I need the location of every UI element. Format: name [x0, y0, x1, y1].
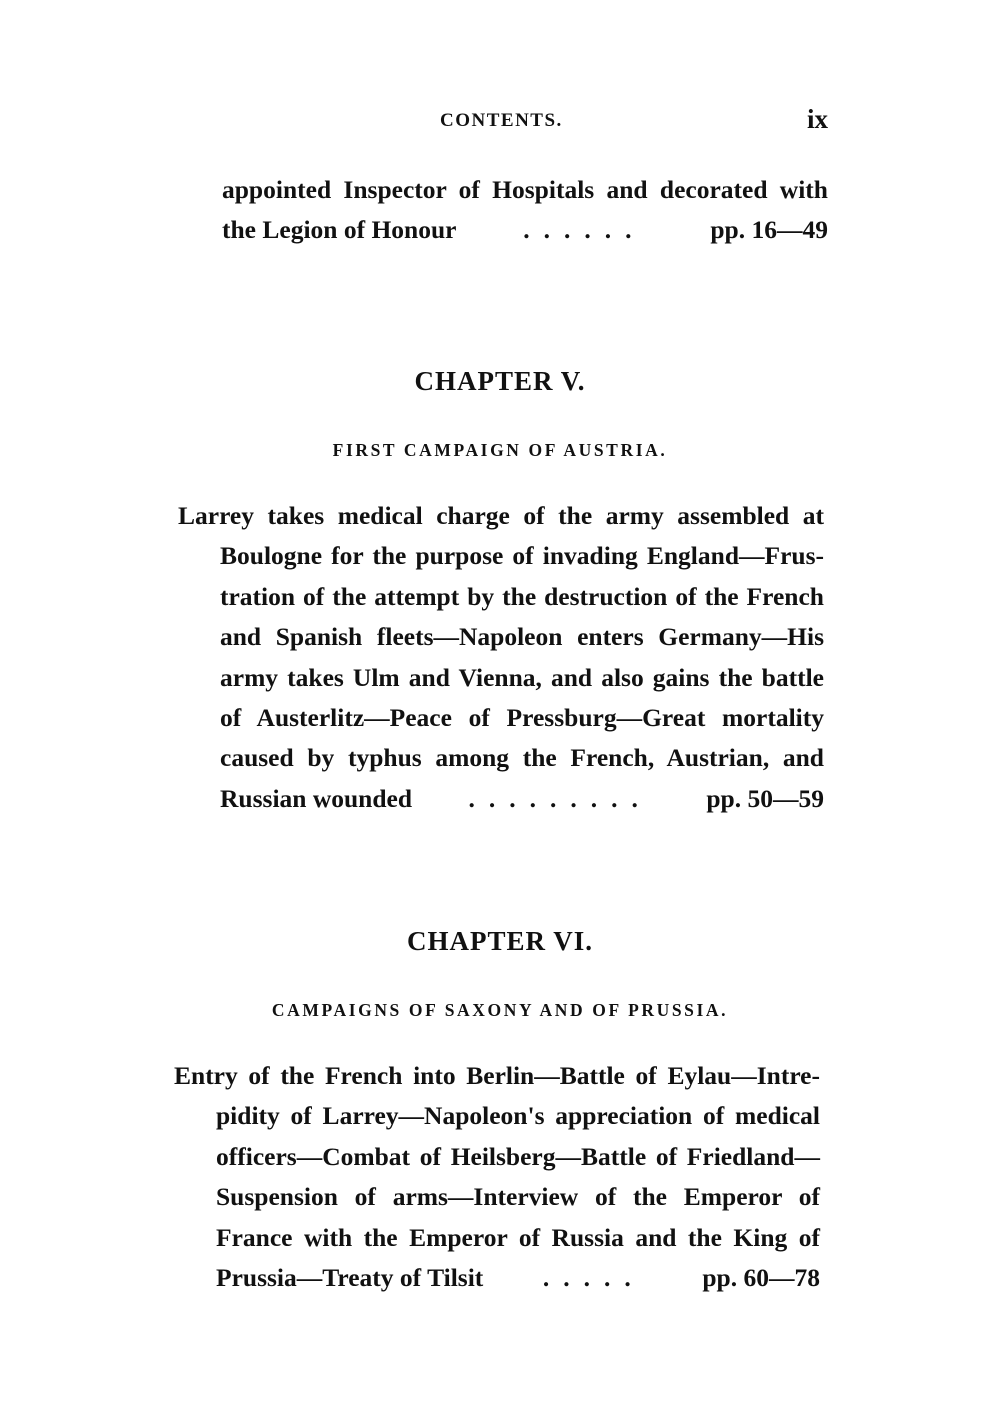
running-title: CONTENTS.: [440, 110, 563, 131]
chapter-heading: CHAPTER VI.: [406, 926, 594, 956]
entry-last-text: Russian wounded: [220, 783, 413, 813]
entry-line: army takes Ulm and Vienna, and also gains the battle: [220, 662, 824, 692]
entry-line: of Austerlitz—Peace of Pressburg—Great mortality: [220, 703, 824, 733]
entry-last-line: [222, 210, 828, 250]
chapter-subtitle: CAMPAIGNS OF SAXONY AND OF PRUSSIA.: [271, 1000, 729, 1020]
entry-line: France with the Emperor of Russia and the King of: [216, 1222, 820, 1252]
entry-line: Entry of the French into Berlin—Battle of Eylau—Intre-: [174, 1061, 820, 1090]
chapter-summary: [174, 1056, 820, 1298]
chapter-summary: [178, 496, 824, 819]
entry-line: Suspension of arms—Interview of the Emperor of: [216, 1182, 820, 1212]
page-range: pp. 60—78: [702, 1263, 820, 1293]
entry-line: pidity of Larrey—Napoleon's appreciation of medical: [216, 1101, 820, 1131]
continued-entry: [222, 170, 828, 251]
entry-last-text: the Legion of Honour: [222, 215, 457, 245]
page-range: pp. 50—59: [706, 783, 824, 813]
page-number: ix: [806, 104, 828, 134]
dot-leaders: .....: [542, 1263, 645, 1293]
dot-leaders: ......: [523, 215, 646, 245]
entry-last-text: Prussia—Treaty of Tilsit: [216, 1263, 484, 1293]
entry-line: officers—Combat of Heilsberg—Battle of Friedland—: [216, 1141, 820, 1171]
entry-line: Larrey takes medical charge of the army assembled at: [178, 501, 824, 530]
entry-last-line: [216, 1258, 820, 1298]
dot-leaders: .........: [468, 783, 652, 813]
entry-line: tration of the attempt by the destruction of the French: [220, 581, 824, 611]
page-range: pp. 16—49: [710, 215, 828, 245]
chapter-heading: CHAPTER V.: [414, 366, 586, 396]
entry-line: appointed Inspector of Hospitals and decorated with: [222, 175, 828, 204]
entry-line: and Spanish fleets—Napoleon enters Germany—His: [220, 622, 824, 652]
entry-line: caused by typhus among the French, Austrian, and: [220, 743, 824, 773]
entry-line: Boulogne for the purpose of invading England—Frus-: [220, 541, 824, 571]
chapter-subtitle: FIRST CAMPAIGN OF AUSTRIA.: [332, 440, 668, 460]
entry-last-line: [220, 779, 824, 819]
running-head: [170, 104, 830, 138]
